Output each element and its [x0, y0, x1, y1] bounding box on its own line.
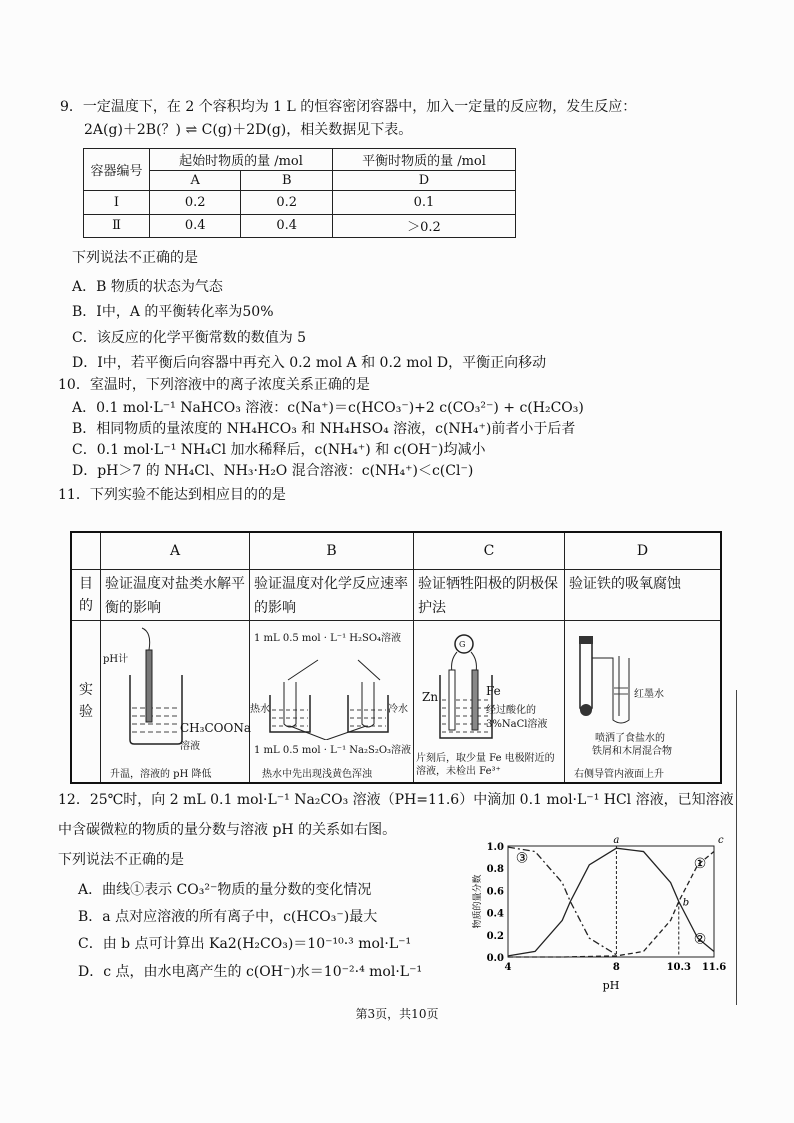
col-d: D [332, 171, 515, 191]
q12-option-a: A．曲线①表示 CO₃²⁻物质的量分数的变化情况 [78, 882, 372, 898]
series-label: ② [693, 931, 707, 948]
point-label-b: b [682, 897, 690, 909]
zn-label: Zn [422, 690, 439, 704]
q12-option-c: C．由 b 点可计算出 Ka2(H₂CO₃)＝10⁻¹⁰·³ mol·L⁻¹ [78, 936, 412, 952]
col-b: B [250, 532, 414, 569]
q9-stem: 9．一定温度下，在 2 个容积均为 1 L 的恒容密闭容器中，加入一定量的反应物，发生反应： [60, 99, 637, 115]
col-d: D [565, 532, 722, 569]
col-a: A [101, 532, 250, 569]
galvanometer-g-label: G [459, 640, 466, 649]
table-row [84, 214, 516, 237]
q9-option-b: B．Ⅰ中，A 的平衡转化率为50% [72, 304, 274, 320]
nacl-solution-label: 3%NaCl溶液 [486, 719, 548, 730]
y-tick-label: 0.0 [486, 953, 504, 964]
salt-water-label: 喷洒了食盐水的 [595, 733, 665, 744]
cold-water-label: 冷水 [388, 704, 408, 715]
cell-a: 0.2 [150, 191, 241, 214]
cell-id: Ⅱ [84, 214, 150, 237]
col-c: C [414, 532, 565, 569]
point-label-c: c [718, 835, 724, 846]
col-a: A [150, 171, 241, 191]
cell-a: 0.4 [150, 214, 241, 237]
row-experiment-label: 实验 [71, 620, 101, 783]
iron-wood-mix-label: 铁屑和木屑混合物 [592, 746, 672, 757]
row-purpose-label: 目的 [71, 569, 101, 620]
q9-prompt: 下列说法不正确的是 [72, 250, 198, 266]
q12-option-b: B．a 点对应溶液的所有离子中，c(HCO₃⁻)最大 [78, 909, 378, 925]
q9-option-a: A．B 物质的状态为气态 [72, 279, 223, 295]
result-c: 片刻后，取少量 Fe 电极附近的溶液，未检出 Fe³⁺ [416, 753, 555, 777]
cell-d: ＞0.2 [332, 214, 515, 237]
ch3coona-label: CH₃COONa [180, 721, 251, 735]
col-b: B [241, 171, 333, 191]
x-tick-label: 11.6 [701, 962, 727, 973]
header-equilibrium-amount: 平衡时物质的量 /mol [332, 149, 515, 171]
species-fraction-chart [470, 830, 730, 1000]
q10-option-a: A．0.1 mol·L⁻¹ NaHCO₃ 溶液：c(Na⁺)＝c(HCO₃⁻)+2 c(CO₃²⁻) + c(H₂CO₃) [72, 400, 584, 416]
result-a: 升温，溶液的 pH 降低 [110, 769, 212, 780]
q12-stem-line1: 12．25℃时，向 2 mL 0.1 mol·L⁻¹ Na₂CO₃ 溶液（PH=11.6）中滴加 0.1 mol·L⁻¹ HCl 溶液，已知溶液 [58, 792, 734, 808]
iron-oxygen-corrosion-illustration [563, 628, 722, 728]
red-ink-label: 红墨水 [634, 689, 664, 700]
page-footer: 第3页，共10页 [355, 1007, 439, 1021]
fe-label: Fe [486, 684, 501, 698]
q9-option-d: D．Ⅰ中，若平衡后向容器中再充入 0.2 mol A 和 0.2 mol D，平衡正向移动 [72, 355, 547, 371]
q9-equation: 2A(g)＋2B(？) ⇌ C(g)＋2D(g)，相关数据见下表。 [84, 122, 413, 138]
purpose-b: 验证温度对化学反应速率的影响 [250, 569, 414, 620]
point-label-a: a [613, 835, 620, 846]
y-tick-label: 0.8 [486, 864, 504, 876]
ph-meter-label: pH计 [103, 654, 129, 665]
acidified-label: 经过酸化的 [486, 705, 536, 716]
result-d: 右侧导管内液面上升 [574, 769, 664, 780]
cell-b: 0.4 [241, 214, 333, 237]
scan-edge-line [736, 690, 737, 1005]
series-label: ① [693, 856, 707, 873]
table-row [84, 191, 516, 214]
q9-data-table [83, 148, 516, 238]
y-tick-label: 0.4 [486, 908, 504, 920]
q10-option-d: D．pH＞7 的 NH₄Cl、NH₃·H₂O 混合溶液：c(NH₄⁺)＜c(Cl⁻) [72, 463, 474, 479]
q11-stem: 11．下列实验不能达到相应目的的是 [58, 487, 286, 503]
h2so4-label: 1 mL 0.5 mol · L⁻¹ H₂SO₄溶液 [254, 633, 402, 644]
header-container-id: 容器编号 [84, 149, 150, 191]
na2s2o3-label: 1 mL 0.5 mol · L⁻¹ Na₂S₂O₃溶液 [254, 745, 412, 756]
q10-option-b: B．相同物质的量浓度的 NH₄HCO₃ 和 NH₄HSO₄ 溶液，c(NH₄⁺)前者小于后者 [72, 421, 576, 437]
q12-stem-line2: 中含碳微粒的物质的量分数与溶液 pH 的关系如右图。 [58, 822, 397, 838]
solution-label: 溶液 [180, 741, 200, 752]
q12-prompt: 下列说法不正确的是 [58, 852, 184, 868]
purpose-c: 验证牺牲阳极的阴极保护法 [414, 569, 565, 620]
q10-stem: 10．室温时，下列溶液中的离子浓度关系正确的是 [58, 377, 370, 393]
purpose-d: 验证铁的吸氧腐蚀 [565, 569, 722, 620]
y-axis-label: 物质的量分数 [473, 874, 483, 929]
cell-d: 0.1 [332, 191, 515, 214]
result-b: 热水中先出现浅黄色浑浊 [262, 769, 372, 780]
q12-option-d: D．c 点，由水电离产生的 c(OH⁻)水＝10⁻²·⁴ mol·L⁻¹ [78, 964, 423, 980]
x-tick-label: 10.3 [666, 962, 691, 973]
y-tick-label: 1.0 [486, 842, 504, 853]
x-axis-label: pH [602, 979, 620, 992]
x-tick-label: 8 [612, 962, 620, 973]
q9-option-c: C．该反应的化学平衡常数的数值为 5 [72, 330, 307, 346]
beaker-ph-meter-illustration [100, 620, 248, 765]
corner-cell [71, 532, 101, 569]
purpose-a: 验证温度对盐类水解平衡的影响 [101, 569, 250, 620]
test-tubes-water-bath-illustration [248, 640, 412, 740]
x-tick-label: 4 [504, 962, 512, 973]
q10-option-c: C．0.1 mol·L⁻¹ NH₄Cl 加水稀释后，c(NH₄⁺) 和 c(OH⁻)均减小 [72, 442, 486, 458]
y-tick-label: 0.6 [486, 886, 504, 898]
y-tick-label: 0.2 [486, 930, 504, 942]
cell-b: 0.2 [241, 191, 333, 214]
cell-id: Ⅰ [84, 191, 150, 214]
header-start-amount: 起始时物质的量 /mol [150, 149, 333, 171]
series-label: ③ [515, 850, 529, 867]
hot-water-label: 热水 [250, 704, 270, 715]
